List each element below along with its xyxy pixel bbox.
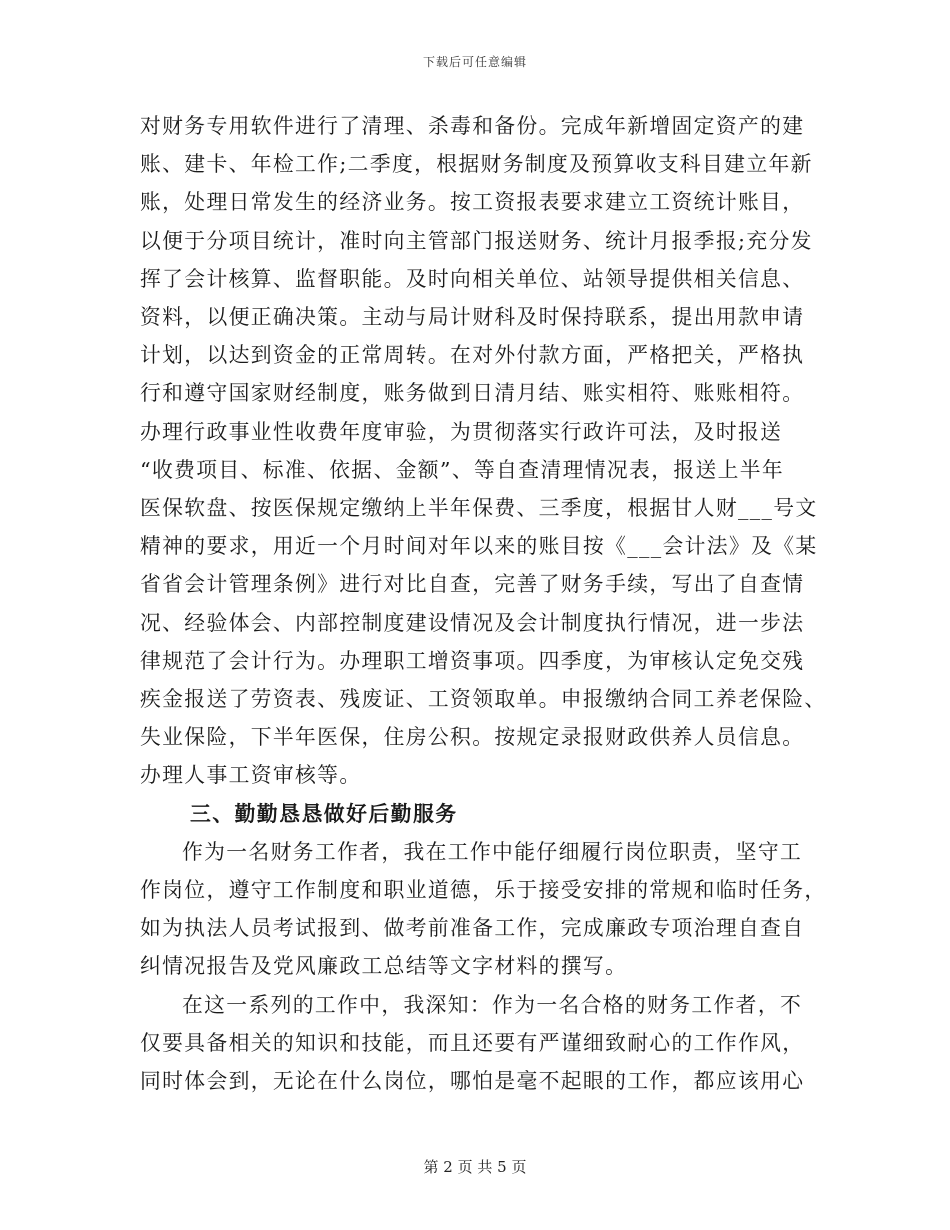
text-line: 作为一名财务工作者，我在工作中能仔细履行岗位职责，坚守工	[182, 839, 803, 864]
continued-paragraph	[140, 107, 827, 795]
document-body	[140, 107, 827, 1100]
text-line: 疾金报送了劳资表、残废证、工资领取单。申报缴纳合同工养老保险、	[140, 687, 827, 712]
paragraph-duties	[140, 833, 827, 986]
text-line: 同时体会到，无论在什么岗位，哪怕是毫不起眼的工作，都应该用心	[140, 1069, 805, 1094]
page-header: 下载后可任意编辑	[422, 55, 527, 69]
text-line: 况、经验体会、内部控制度建设情况及会计制度执行情况，进一步法	[140, 610, 805, 635]
text-line: 精神的要求，用近一个月时间对年以来的账目按《___会计法》及《某	[140, 534, 818, 559]
text-line: 作岗位，遵守工作制度和职业道德，乐于接受安排的常规和临时任务，	[140, 878, 827, 903]
text-line: 资料，以便正确决策。主动与局计财科及时保持联系，提出用款申请	[140, 305, 805, 330]
text-line: 省省会计管理条例》进行对比自查，完善了财务手续，写出了自查情	[140, 572, 805, 597]
text-line: 纠情况报告及党风廉政工总结等文字材料的撰写。	[140, 954, 628, 979]
text-line: 仅要具备相关的知识和技能，而且还要有严谨细致耐心的工作作风，	[140, 1030, 805, 1055]
text-line: “收费项目、标准、依据、金额”、等自查清理情况表，报送上半年	[140, 457, 785, 482]
section-heading: 三、勤勤恳恳做好后勤服务	[190, 800, 458, 826]
text-line: 账，处理日常发生的经济业务。按工资报表要求建立工资统计账目，	[140, 190, 805, 215]
text-line: 办理人事工资审核等。	[140, 763, 362, 788]
text-line: 在这一系列的工作中，我深知：作为一名合格的财务工作者，不	[182, 992, 803, 1017]
text-line: 对财务专用软件进行了清理、杀毒和备份。完成年新增固定资产的建	[140, 114, 805, 138]
text-line: 以便于分项目统计，准时向主管部门报送财务、统计月报季报;充分发	[140, 228, 813, 253]
text-line: 失业保险，下半年医保，住房公积。按规定录报财政供养人员信息。	[140, 725, 805, 750]
text-line: 医保软盘、按医保规定缴纳上半年保费、三季度，根据甘人财___号文	[140, 496, 818, 521]
text-line: 如为执法人员考试报到、做考前准备工作，完成廉政专项治理自查自	[140, 916, 805, 941]
paragraph-reflection	[140, 986, 812, 1101]
text-line: 行和遵守国家财经制度，账务做到日清月结、账实相符、账账相符。	[140, 381, 805, 406]
text-line: 账、建卡、年检工作;二季度，根据财务制度及预算收支科目建立年新	[140, 152, 813, 177]
text-line: 挥了会计核算、监督职能。及时向相关单位、站领导提供相关信息、	[140, 266, 805, 291]
page-footer: 第 2 页 共 5 页	[423, 1158, 527, 1176]
text-line: 办理行政事业性收费年度审验，为贯彻落实行政许可法，及时报送	[140, 419, 783, 444]
text-line: 律规范了会计行为。办理职工增资事项。四季度，为审核认定免交残	[140, 648, 805, 673]
text-line: 计划，以达到资金的正常周转。在对外付款方面，严格把关，严格执	[140, 343, 805, 368]
